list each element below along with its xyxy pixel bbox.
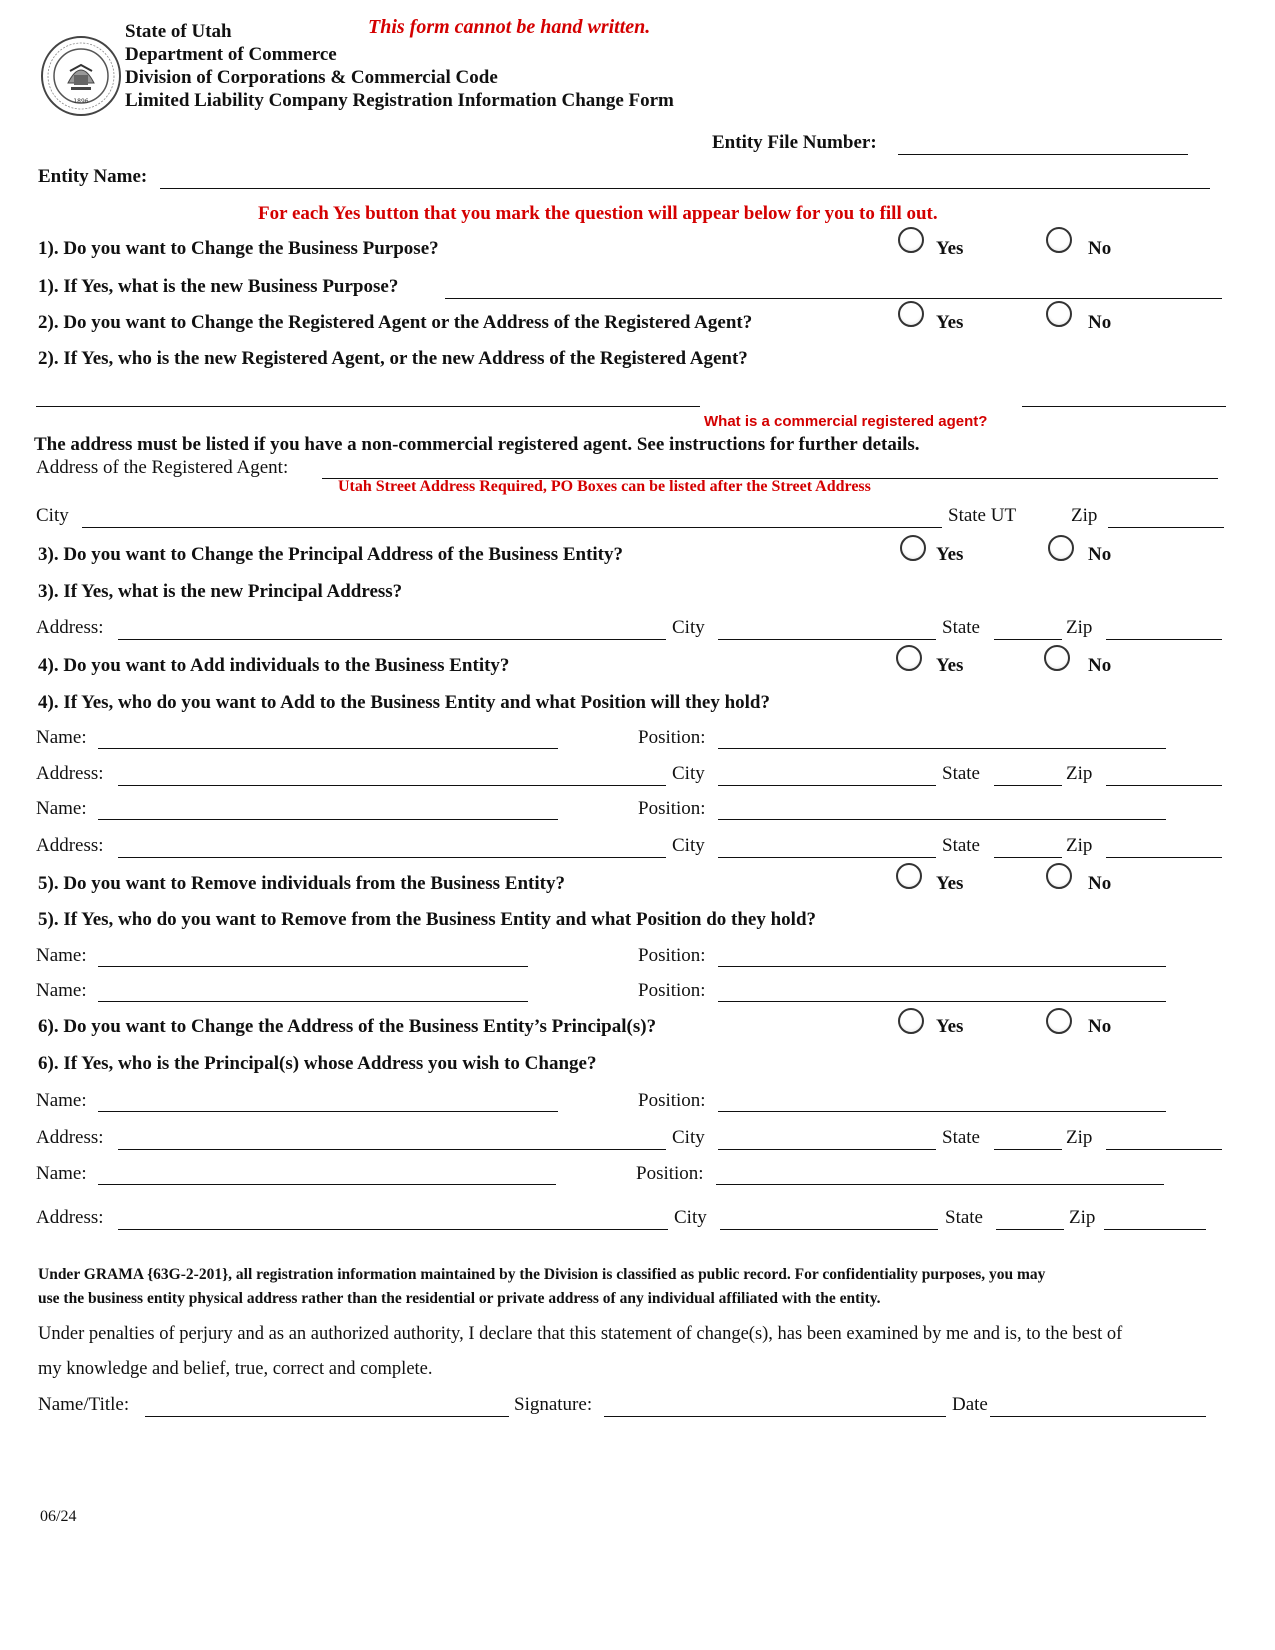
q3-state-label: State bbox=[942, 617, 980, 638]
perjury-statement-line2: my knowledge and belief, true, correct and complete. bbox=[38, 1359, 433, 1379]
q3-zip-label: Zip bbox=[1066, 617, 1093, 638]
q6-question: 6). Do you want to Change the Address of the Business Entity’s Principal(s)? bbox=[38, 1016, 657, 1037]
header-state: State of Utah bbox=[125, 21, 232, 42]
q6-address-1-field[interactable] bbox=[118, 1149, 666, 1150]
q4-address-1-field[interactable] bbox=[118, 785, 666, 786]
q4-name-1-field[interactable] bbox=[98, 748, 558, 749]
q2-address-note: The address must be listed if you have a non-commercial registered agent. See instructions for further details. bbox=[34, 434, 920, 455]
q4-name-1-label: Name: bbox=[36, 727, 87, 748]
name-title-label: Name/Title: bbox=[38, 1394, 130, 1415]
date-field[interactable] bbox=[990, 1416, 1206, 1417]
q4-state-1-field[interactable] bbox=[994, 785, 1062, 786]
q6-name-2-label: Name: bbox=[36, 1163, 87, 1184]
utah-state-seal-icon bbox=[40, 35, 122, 117]
q6-name-2-field[interactable] bbox=[98, 1184, 556, 1185]
q6-zip-2-field[interactable] bbox=[1104, 1229, 1206, 1230]
q6-position-1-field[interactable] bbox=[718, 1111, 1166, 1112]
commercial-agent-link[interactable]: What is a commercial registered agent? bbox=[704, 413, 988, 430]
header-division: Division of Corporations & Commercial Code bbox=[125, 67, 498, 88]
q5-name-2-field[interactable] bbox=[98, 1001, 528, 1002]
entity-file-number-field[interactable] bbox=[898, 154, 1188, 155]
q5-position-2-field[interactable] bbox=[718, 1001, 1166, 1002]
q3-address-field[interactable] bbox=[118, 639, 666, 640]
q6-zip-2-label: Zip bbox=[1069, 1207, 1096, 1228]
q2-no-label: No bbox=[1088, 312, 1112, 333]
q6-zip-1-field[interactable] bbox=[1106, 1149, 1222, 1150]
q1-no-radio[interactable] bbox=[1046, 227, 1072, 253]
q2-question: 2). Do you want to Change the Registered Agent or the Address of the Registered Agent? bbox=[38, 312, 753, 333]
q4-position-2-label: Position: bbox=[638, 798, 706, 819]
q6-city-2-label: City bbox=[674, 1207, 707, 1228]
q6-followup: 6). If Yes, who is the Principal(s) whose Address you wish to Change? bbox=[38, 1053, 597, 1074]
q6-no-label: No bbox=[1088, 1016, 1112, 1037]
q4-zip-1-label: Zip bbox=[1066, 763, 1093, 784]
entity-file-number-label: Entity File Number: bbox=[712, 132, 877, 153]
registered-agent-state-label: State UT bbox=[948, 505, 1017, 526]
q4-position-1-field[interactable] bbox=[718, 748, 1166, 749]
entity-name-label: Entity Name: bbox=[38, 166, 148, 187]
q6-city-1-label: City bbox=[672, 1127, 705, 1148]
q1-question: 1). Do you want to Change the Business Purpose? bbox=[38, 238, 439, 259]
q6-name-1-label: Name: bbox=[36, 1090, 87, 1111]
form-title: Limited Liability Company Registration Information Change Form bbox=[125, 90, 674, 111]
registered-agent-city-field[interactable] bbox=[82, 527, 942, 528]
entity-name-field[interactable] bbox=[160, 188, 1210, 189]
q6-name-1-field[interactable] bbox=[98, 1111, 558, 1112]
q4-zip-2-label: Zip bbox=[1066, 835, 1093, 856]
grama-notice-line1: Under GRAMA {63G-2-201}, all registration information maintained by the Division is classified as public record. For confidentiality purposes, you may bbox=[38, 1266, 1046, 1283]
q3-city-field[interactable] bbox=[718, 639, 936, 640]
q4-followup: 4). If Yes, who do you want to Add to the Business Entity and what Position will they hold? bbox=[38, 692, 770, 713]
q2-no-radio[interactable] bbox=[1046, 301, 1072, 327]
q4-no-radio[interactable] bbox=[1044, 645, 1070, 671]
q3-zip-field[interactable] bbox=[1106, 639, 1222, 640]
q6-address-2-field[interactable] bbox=[118, 1229, 668, 1230]
q3-followup: 3). If Yes, what is the new Principal Address? bbox=[38, 581, 403, 602]
header-department: Department of Commerce bbox=[125, 44, 337, 65]
q5-yes-radio[interactable] bbox=[896, 863, 922, 889]
q6-state-2-label: State bbox=[945, 1207, 983, 1228]
q6-address-2-label: Address: bbox=[36, 1207, 104, 1228]
q5-no-radio[interactable] bbox=[1046, 863, 1072, 889]
registered-agent-zip-field[interactable] bbox=[1108, 527, 1224, 528]
q5-followup: 5). If Yes, who do you want to Remove from the Business Entity and what Position do they hold? bbox=[38, 909, 817, 930]
q5-no-label: No bbox=[1088, 873, 1112, 894]
q5-name-1-label: Name: bbox=[36, 945, 87, 966]
q4-state-2-label: State bbox=[942, 835, 980, 856]
q3-address-label: Address: bbox=[36, 617, 104, 638]
perjury-statement-line1: Under penalties of perjury and as an authorized authority, I declare that this statement of change(s), has been examined by me and is, to the best of bbox=[38, 1324, 1123, 1344]
name-title-field[interactable] bbox=[145, 1416, 509, 1417]
grama-notice-line2: use the business entity physical address rather than the residential or private address of any individual affiliated with the entity. bbox=[38, 1290, 881, 1307]
q3-yes-label: Yes bbox=[936, 544, 964, 565]
q6-city-2-field[interactable] bbox=[720, 1229, 938, 1230]
q1-no-label: No bbox=[1088, 238, 1112, 259]
q1-yes-label: Yes bbox=[936, 238, 964, 259]
q6-state-1-label: State bbox=[942, 1127, 980, 1148]
q4-name-2-label: Name: bbox=[36, 798, 87, 819]
q2-followup: 2). If Yes, who is the new Registered Agent, or the new Address of the Registered Agent? bbox=[38, 348, 748, 369]
handwritten-warning: This form cannot be hand written. bbox=[368, 16, 651, 38]
q4-state-2-field[interactable] bbox=[994, 857, 1062, 858]
q2-yes-label: Yes bbox=[936, 312, 964, 333]
q4-name-2-field[interactable] bbox=[98, 819, 558, 820]
q3-no-label: No bbox=[1088, 544, 1112, 565]
q4-state-1-label: State bbox=[942, 763, 980, 784]
svg-text:1896: 1896 bbox=[73, 98, 89, 105]
q6-yes-label: Yes bbox=[936, 1016, 964, 1037]
registered-agent-address-label: Address of the Registered Agent: bbox=[36, 457, 289, 478]
street-address-requirement: Utah Street Address Required, PO Boxes can be listed after the Street Address bbox=[338, 478, 871, 495]
q4-zip-1-field[interactable] bbox=[1106, 785, 1222, 786]
q4-city-1-field[interactable] bbox=[718, 785, 936, 786]
registered-agent-zip-label: Zip bbox=[1071, 505, 1098, 526]
q6-address-1-label: Address: bbox=[36, 1127, 104, 1148]
q5-position-2-label: Position: bbox=[638, 980, 706, 1001]
q6-city-1-field[interactable] bbox=[718, 1149, 936, 1150]
q5-name-1-field[interactable] bbox=[98, 966, 528, 967]
q4-yes-radio[interactable] bbox=[896, 645, 922, 671]
q6-position-2-label: Position: bbox=[636, 1163, 704, 1184]
q1-business-purpose-field[interactable] bbox=[445, 298, 1222, 299]
q2-agent-field[interactable] bbox=[36, 406, 700, 407]
q2-agent-field-right[interactable] bbox=[1022, 406, 1226, 407]
q4-yes-label: Yes bbox=[936, 655, 964, 676]
q1-followup: 1). If Yes, what is the new Business Purpose? bbox=[38, 276, 399, 297]
q5-position-1-field[interactable] bbox=[718, 966, 1166, 967]
q4-address-2-label: Address: bbox=[36, 835, 104, 856]
q6-zip-1-label: Zip bbox=[1066, 1127, 1093, 1148]
q4-address-2-field[interactable] bbox=[118, 857, 666, 858]
q6-state-2-field[interactable] bbox=[996, 1229, 1064, 1230]
q6-state-1-field[interactable] bbox=[994, 1149, 1062, 1150]
signature-label: Signature: bbox=[514, 1394, 593, 1415]
q2-yes-radio[interactable] bbox=[898, 301, 924, 327]
q6-no-radio[interactable] bbox=[1046, 1008, 1072, 1034]
q4-city-2-label: City bbox=[672, 835, 705, 856]
q1-yes-radio[interactable] bbox=[898, 227, 924, 253]
instruction-text: For each Yes button that you mark the question will appear below for you to fill out. bbox=[258, 203, 938, 224]
q5-position-1-label: Position: bbox=[638, 945, 706, 966]
q3-no-radio[interactable] bbox=[1048, 535, 1074, 561]
registered-agent-city-label: City bbox=[36, 505, 69, 526]
q6-position-1-label: Position: bbox=[638, 1090, 706, 1111]
q4-address-1-label: Address: bbox=[36, 763, 104, 784]
q6-position-2-field[interactable] bbox=[716, 1184, 1164, 1185]
date-label: Date bbox=[952, 1394, 988, 1415]
q4-question: 4). Do you want to Add individuals to the Business Entity? bbox=[38, 655, 510, 676]
q5-yes-label: Yes bbox=[936, 873, 964, 894]
q4-no-label: No bbox=[1088, 655, 1112, 676]
q3-city-label: City bbox=[672, 617, 705, 638]
q3-state-field[interactable] bbox=[994, 639, 1062, 640]
q4-city-2-field[interactable] bbox=[718, 857, 936, 858]
q4-zip-2-field[interactable] bbox=[1106, 857, 1222, 858]
q4-position-2-field[interactable] bbox=[718, 819, 1166, 820]
form-version: 06/24 bbox=[40, 1508, 77, 1525]
q6-yes-radio[interactable] bbox=[898, 1008, 924, 1034]
q3-question: 3). Do you want to Change the Principal Address of the Business Entity? bbox=[38, 544, 624, 565]
q4-position-1-label: Position: bbox=[638, 727, 706, 748]
q5-name-2-label: Name: bbox=[36, 980, 87, 1001]
q5-question: 5). Do you want to Remove individuals from the Business Entity? bbox=[38, 873, 565, 894]
q3-yes-radio[interactable] bbox=[900, 535, 926, 561]
signature-field[interactable] bbox=[604, 1416, 946, 1417]
q4-city-1-label: City bbox=[672, 763, 705, 784]
